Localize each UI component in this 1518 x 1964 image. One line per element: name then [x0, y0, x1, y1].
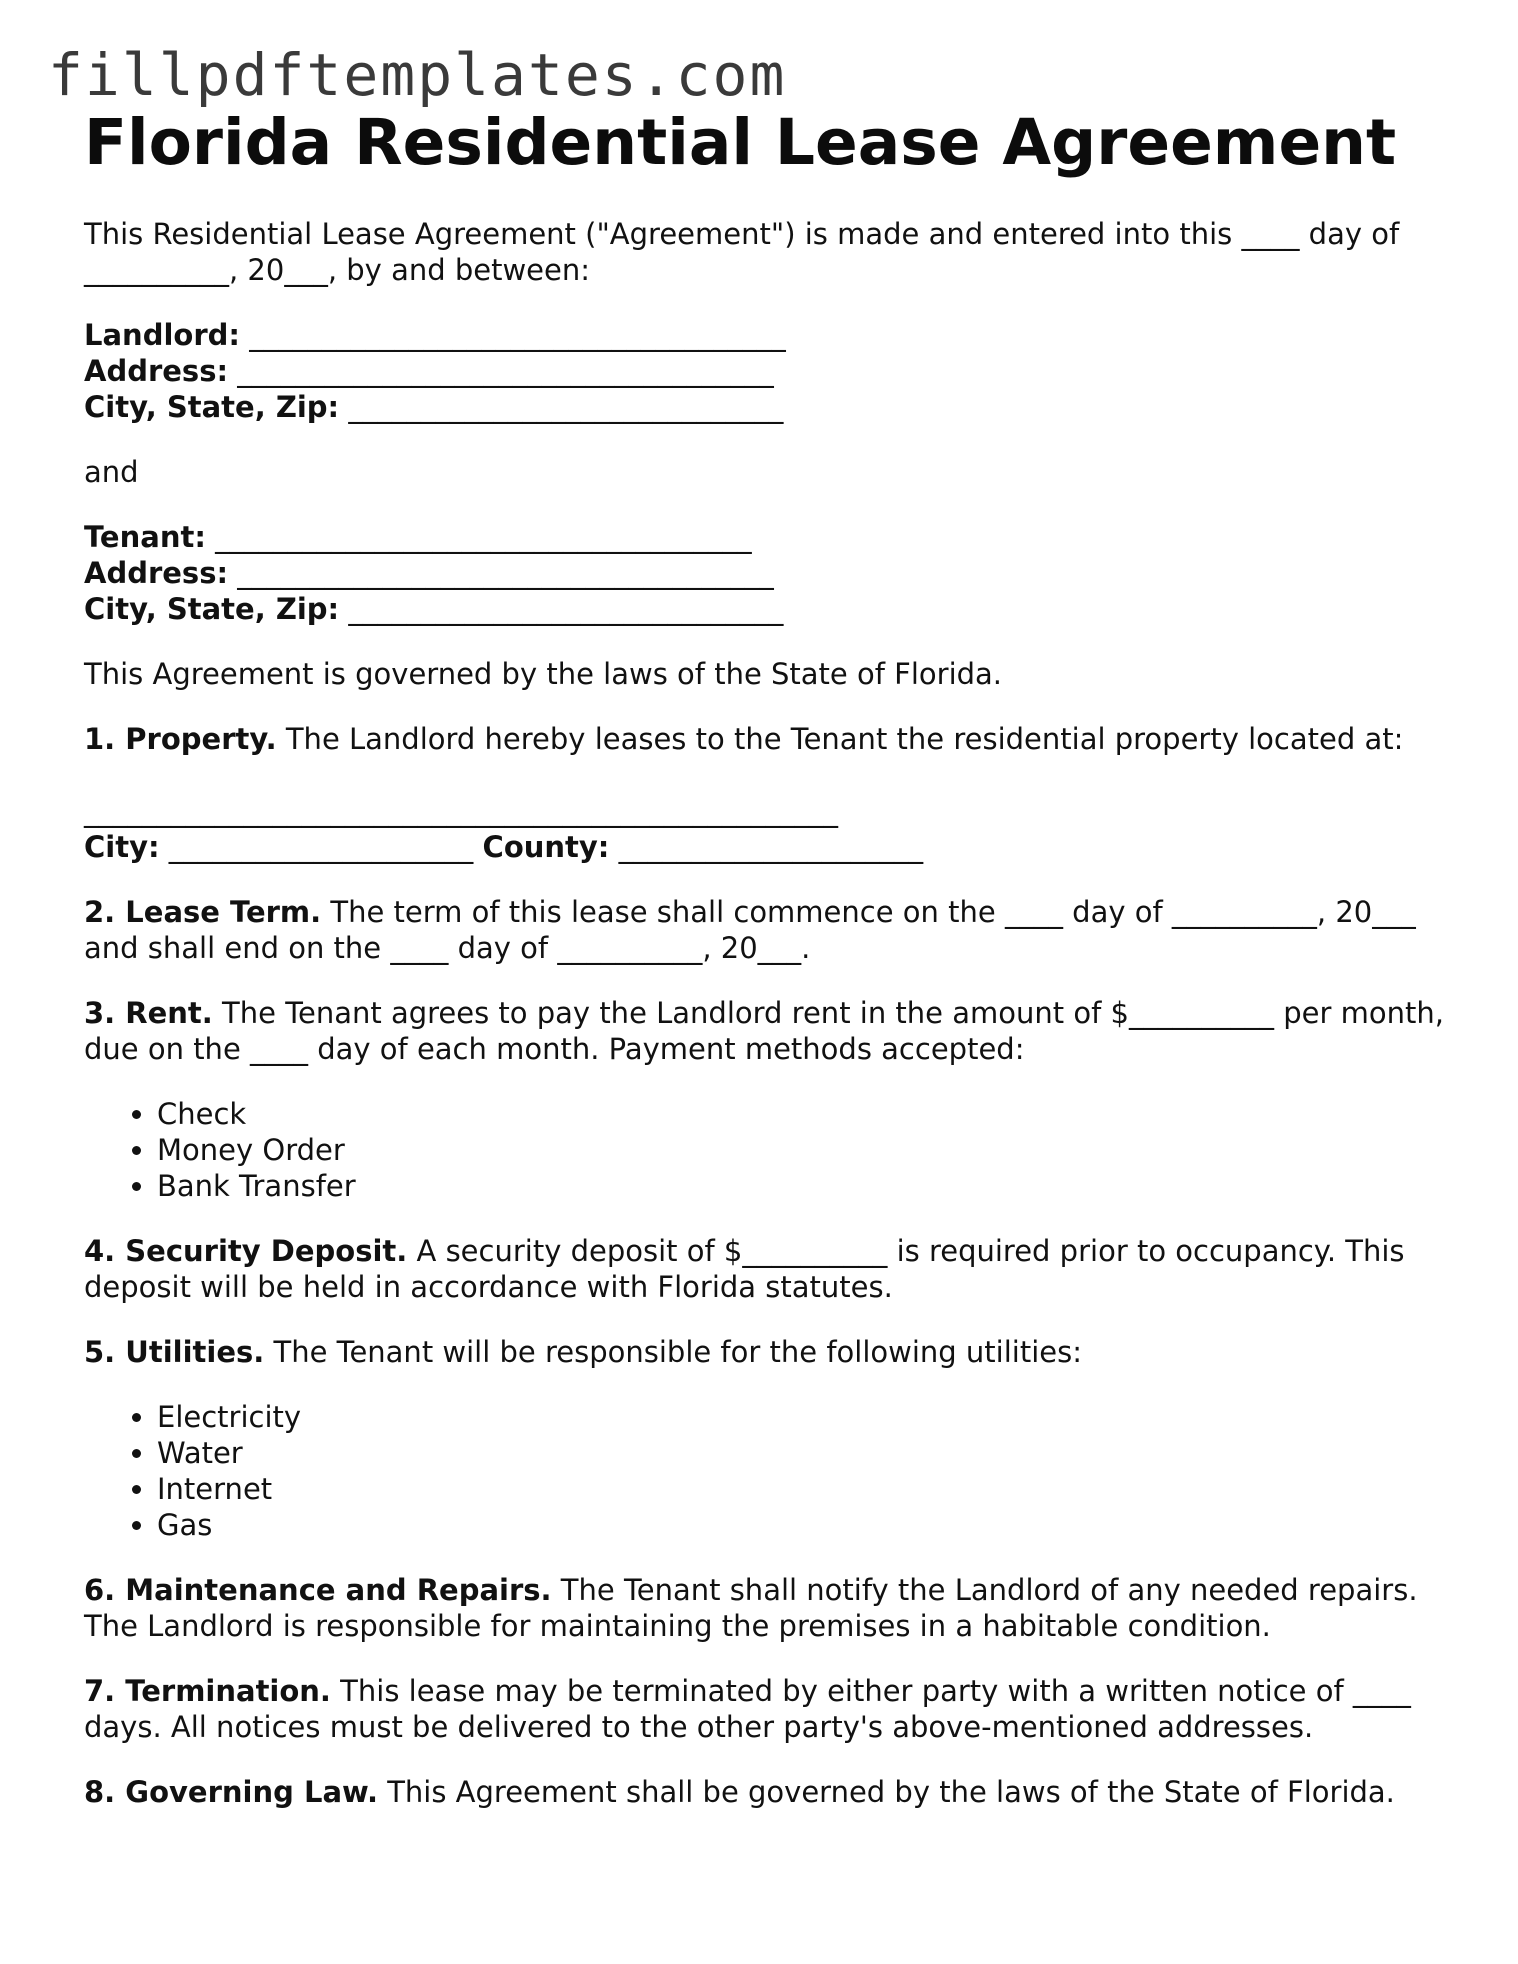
- list-item: • Money Order: [157, 1132, 1454, 1168]
- tenant-city-line: [84, 591, 1454, 627]
- and-text: and: [84, 455, 139, 489]
- section-property: [84, 721, 1454, 757]
- section-property-text: The Landlord hereby leases to the Tenant the residential property located at:: [276, 722, 1404, 756]
- page-title: Florida Residential Lease Agreement: [84, 106, 1397, 179]
- section-termination: [84, 1673, 1454, 1745]
- landlord-city-blank[interactable]: ______________________________: [348, 390, 784, 424]
- section-rent-text: The Tenant agrees to pay the Landlord rent in the amount of $__________ per month, due on the ____ day of each month. Payment methods accepted:: [84, 996, 1444, 1066]
- list-item: • Bank Transfer: [157, 1168, 1454, 1204]
- document-body: [84, 216, 1454, 1839]
- tenant-city-blank[interactable]: ______________________________: [348, 592, 784, 626]
- section-maintenance: [84, 1572, 1454, 1644]
- landlord-name-label: Landlord:: [84, 318, 240, 352]
- landlord-name-line: [84, 317, 1454, 353]
- list-item: • Gas: [157, 1507, 1454, 1543]
- list-item: • Check: [157, 1096, 1454, 1132]
- governed-paragraph: This Agreement is governed by the laws of the State of Florida.: [84, 657, 1003, 691]
- landlord-address-blank[interactable]: _____________________________________: [237, 354, 774, 388]
- section-maintenance-text: The Tenant shall notify the Landlord of any needed repairs. The Landlord is responsible for maintaining the premises in a habitable condition.: [84, 1573, 1418, 1643]
- watermark: fillpdftemplates.com: [48, 41, 787, 109]
- section-rent: [84, 995, 1454, 1067]
- tenant-name-label: Tenant:: [84, 520, 206, 554]
- landlord-city-line: [84, 389, 1454, 425]
- landlord-address-label: Address:: [84, 354, 229, 388]
- utilities-list: [84, 1399, 1454, 1543]
- landlord-block: [84, 317, 1454, 425]
- list-item: • Internet: [157, 1471, 1454, 1507]
- tenant-city-label: City, State, Zip:: [84, 592, 340, 626]
- property-city-label: City:: [84, 830, 160, 864]
- list-item: • Electricity: [157, 1399, 1454, 1435]
- section-deposit: [84, 1233, 1454, 1305]
- section-rent-heading: 3. Rent.: [84, 996, 213, 1030]
- section-governing-law: [84, 1774, 1454, 1810]
- property-county-label: County:: [482, 830, 610, 864]
- section-lease-term-text: The term of this lease shall commence on the ____ day of __________, 20___ and shall end on the ____ day of __________, 20___.: [84, 895, 1416, 965]
- tenant-address-line: [84, 555, 1454, 591]
- landlord-city-label: City, State, Zip:: [84, 390, 340, 424]
- property-county-blank[interactable]: _____________________: [609, 830, 924, 864]
- landlord-name-blank[interactable]: _____________________________________: [249, 318, 786, 352]
- section-termination-text: This lease may be terminated by either party with a written notice of ____ days. All notices must be delivered to the other party's above-mentioned addresses.: [84, 1674, 1411, 1744]
- section-deposit-text: A security deposit of $__________ is required prior to occupancy. This deposit will be held in accordance with Florida statutes.: [84, 1234, 1405, 1304]
- section-governing-law-heading: 8. Governing Law.: [84, 1775, 378, 1809]
- tenant-address-blank[interactable]: _____________________________________: [237, 556, 774, 590]
- list-item: • Water: [157, 1435, 1454, 1471]
- tenant-address-label: Address:: [84, 556, 229, 590]
- property-address-blank[interactable]: ____________________________________________________: [84, 794, 838, 828]
- section-utilities-heading: 5. Utilities.: [84, 1335, 265, 1369]
- property-city-county-line: [84, 829, 1454, 865]
- section-property-heading: 1. Property.: [84, 722, 277, 756]
- section-termination-heading: 7. Termination.: [84, 1674, 331, 1708]
- tenant-block: [84, 519, 1454, 627]
- section-lease-term-heading: 2. Lease Term.: [84, 895, 322, 929]
- section-utilities-text: The Tenant will be responsible for the following utilities:: [264, 1335, 1083, 1369]
- section-deposit-heading: 4. Security Deposit.: [84, 1234, 408, 1268]
- intro-paragraph: This Residential Lease Agreement ("Agreement") is made and entered into this ____ day of __________, 20___, by and between:: [84, 217, 1400, 287]
- payment-methods-list: [84, 1096, 1454, 1204]
- tenant-name-line: [84, 519, 1454, 555]
- section-maintenance-heading: 6. Maintenance and Repairs.: [84, 1573, 552, 1607]
- section-utilities: [84, 1334, 1454, 1370]
- section-governing-law-text: This Agreement shall be governed by the laws of the State of Florida.: [377, 1775, 1395, 1809]
- property-address-block: [84, 793, 1454, 865]
- section-lease-term: [84, 894, 1454, 966]
- tenant-name-blank[interactable]: _____________________________________: [215, 520, 752, 554]
- landlord-address-line: [84, 353, 1454, 389]
- property-city-blank[interactable]: _____________________: [159, 830, 483, 864]
